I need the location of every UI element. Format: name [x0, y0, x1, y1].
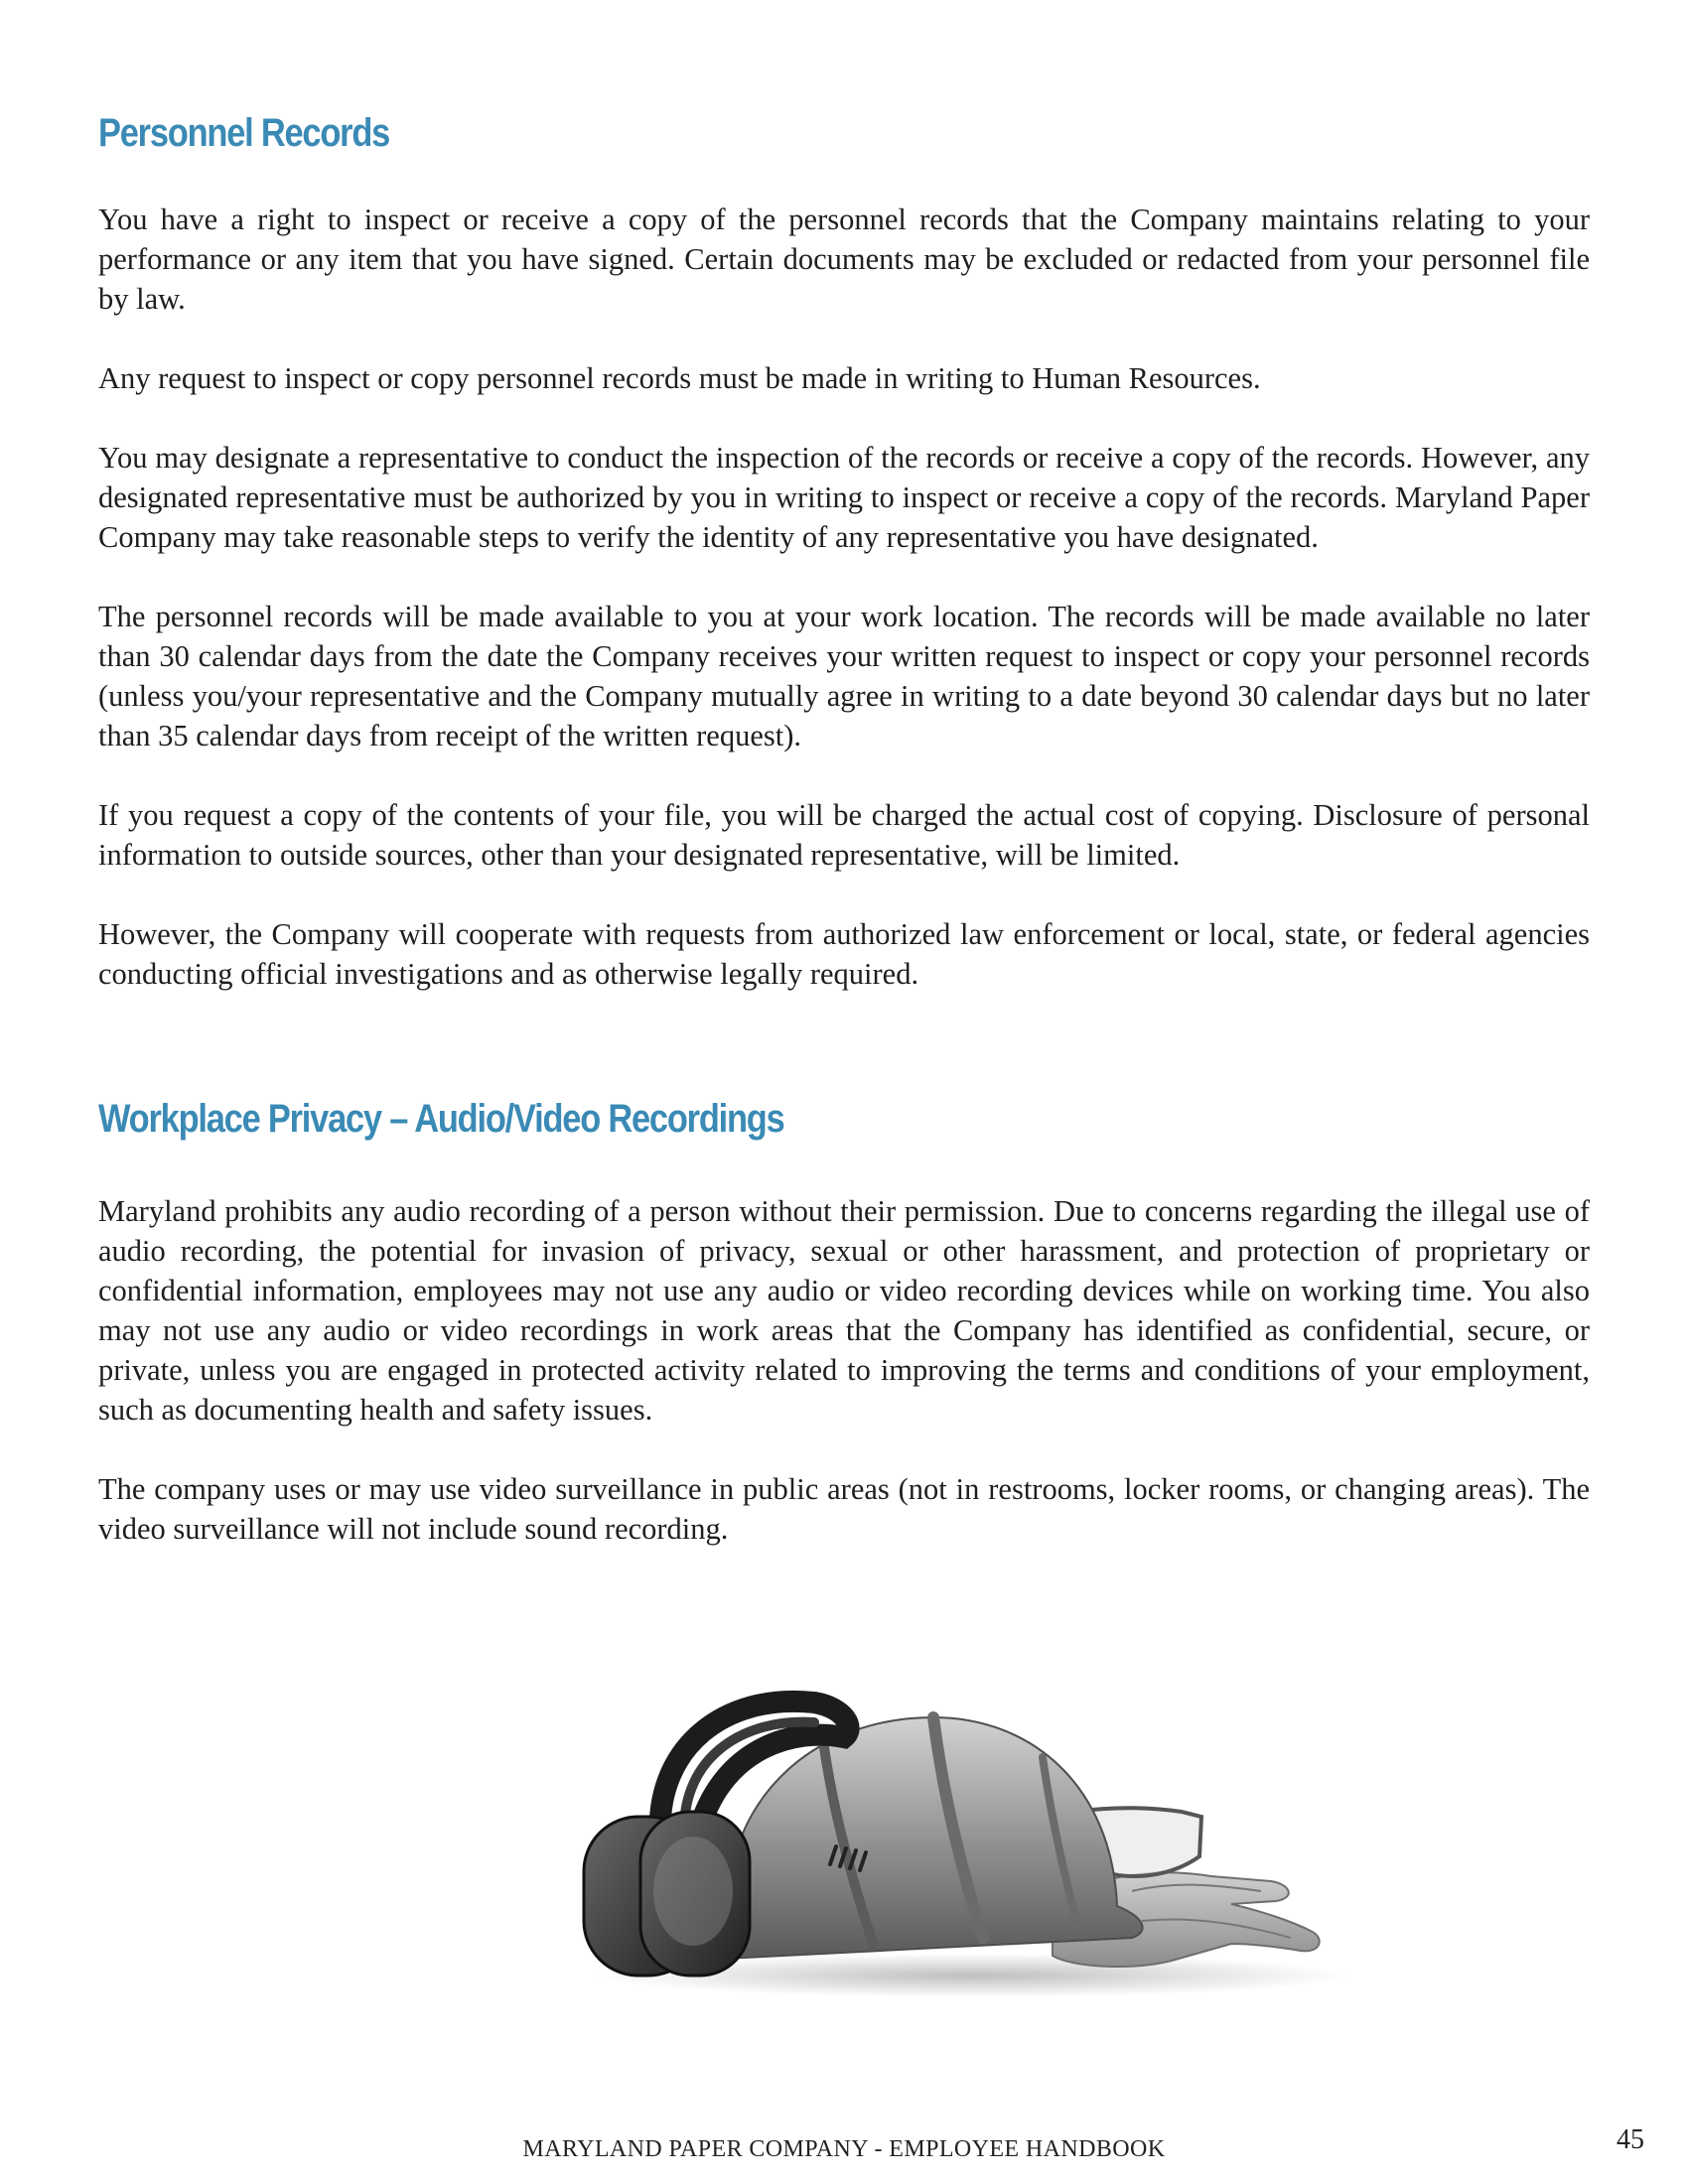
- paragraph: However, the Company will cooperate with requests from authorized law enforcement or local, state, or federal agencies conducting official investigations and as otherwise legally required.: [98, 917, 1590, 991]
- page-number: 45: [1617, 2124, 1644, 2155]
- hard-hat-icon: [719, 1717, 1142, 1958]
- paragraph: You have a right to inspect or receive a copy of the personnel records that the Company maintains relating to your performance or any item that you have signed. Certain documents may be excluded or redacted from your personnel file by law.: [98, 203, 1590, 316]
- paragraph: Maryland prohibits any audio recording of a person without their permission. Due to concerns regarding the illegal use of audio recording, the potential for invasion of privacy, sexual or other harassment, and protection of proprietary or confidential information, employees may not use any audio or video recording devices while on working time. You also may not use any audio or video recordings in work areas that the Company has identified as confidential, secure, or private, unless you are engaged in protected activity related to improving the terms and conditions of your employment, such as documenting health and safety issues.: [98, 1194, 1590, 1427]
- safety-gear-illustration: [576, 1678, 1370, 2010]
- section-workplace-privacy: [98, 1191, 1590, 1588]
- paragraph: The company uses or may use video surveillance in public areas (not in restrooms, locker rooms, or changing areas). The video surveillance will not include sound recording.: [98, 1472, 1590, 1546]
- paragraph: If you request a copy of the contents of your file, you will be charged the actual cost of copying. Disclosure of personal information to outside sources, other than your designated representative, will be limited.: [98, 798, 1590, 872]
- section-title-personnel-records: Personnel Records: [98, 111, 390, 155]
- footer-title: MARYLAND PAPER COMPANY - EMPLOYEE HANDBOOK: [522, 2136, 1166, 2162]
- paragraph: Any request to inspect or copy personnel records must be made in writing to Human Resources.: [98, 361, 1261, 395]
- section-personnel-records: [98, 200, 1590, 1033]
- paragraph: The personnel records will be made available to you at your work location. The records will be made available no later than 30 calendar days from the date the Company receives your written request to inspect or copy your personnel records (unless you/your representative and the Company mutually agree in writing to a date beyond 30 calendar days but no later than 35 calendar days from receipt of the written request).: [98, 600, 1590, 752]
- section-title-workplace-privacy: Workplace Privacy – Audio/Video Recordings: [98, 1097, 784, 1141]
- paragraph: You may designate a representative to conduct the inspection of the records or receive a copy of the records. However, any designated representative must be authorized by you in writing to inspect or receive a copy of the records. Maryland Paper Company may take reasonable steps to verify the identity of any representative you have designated.: [98, 441, 1590, 554]
